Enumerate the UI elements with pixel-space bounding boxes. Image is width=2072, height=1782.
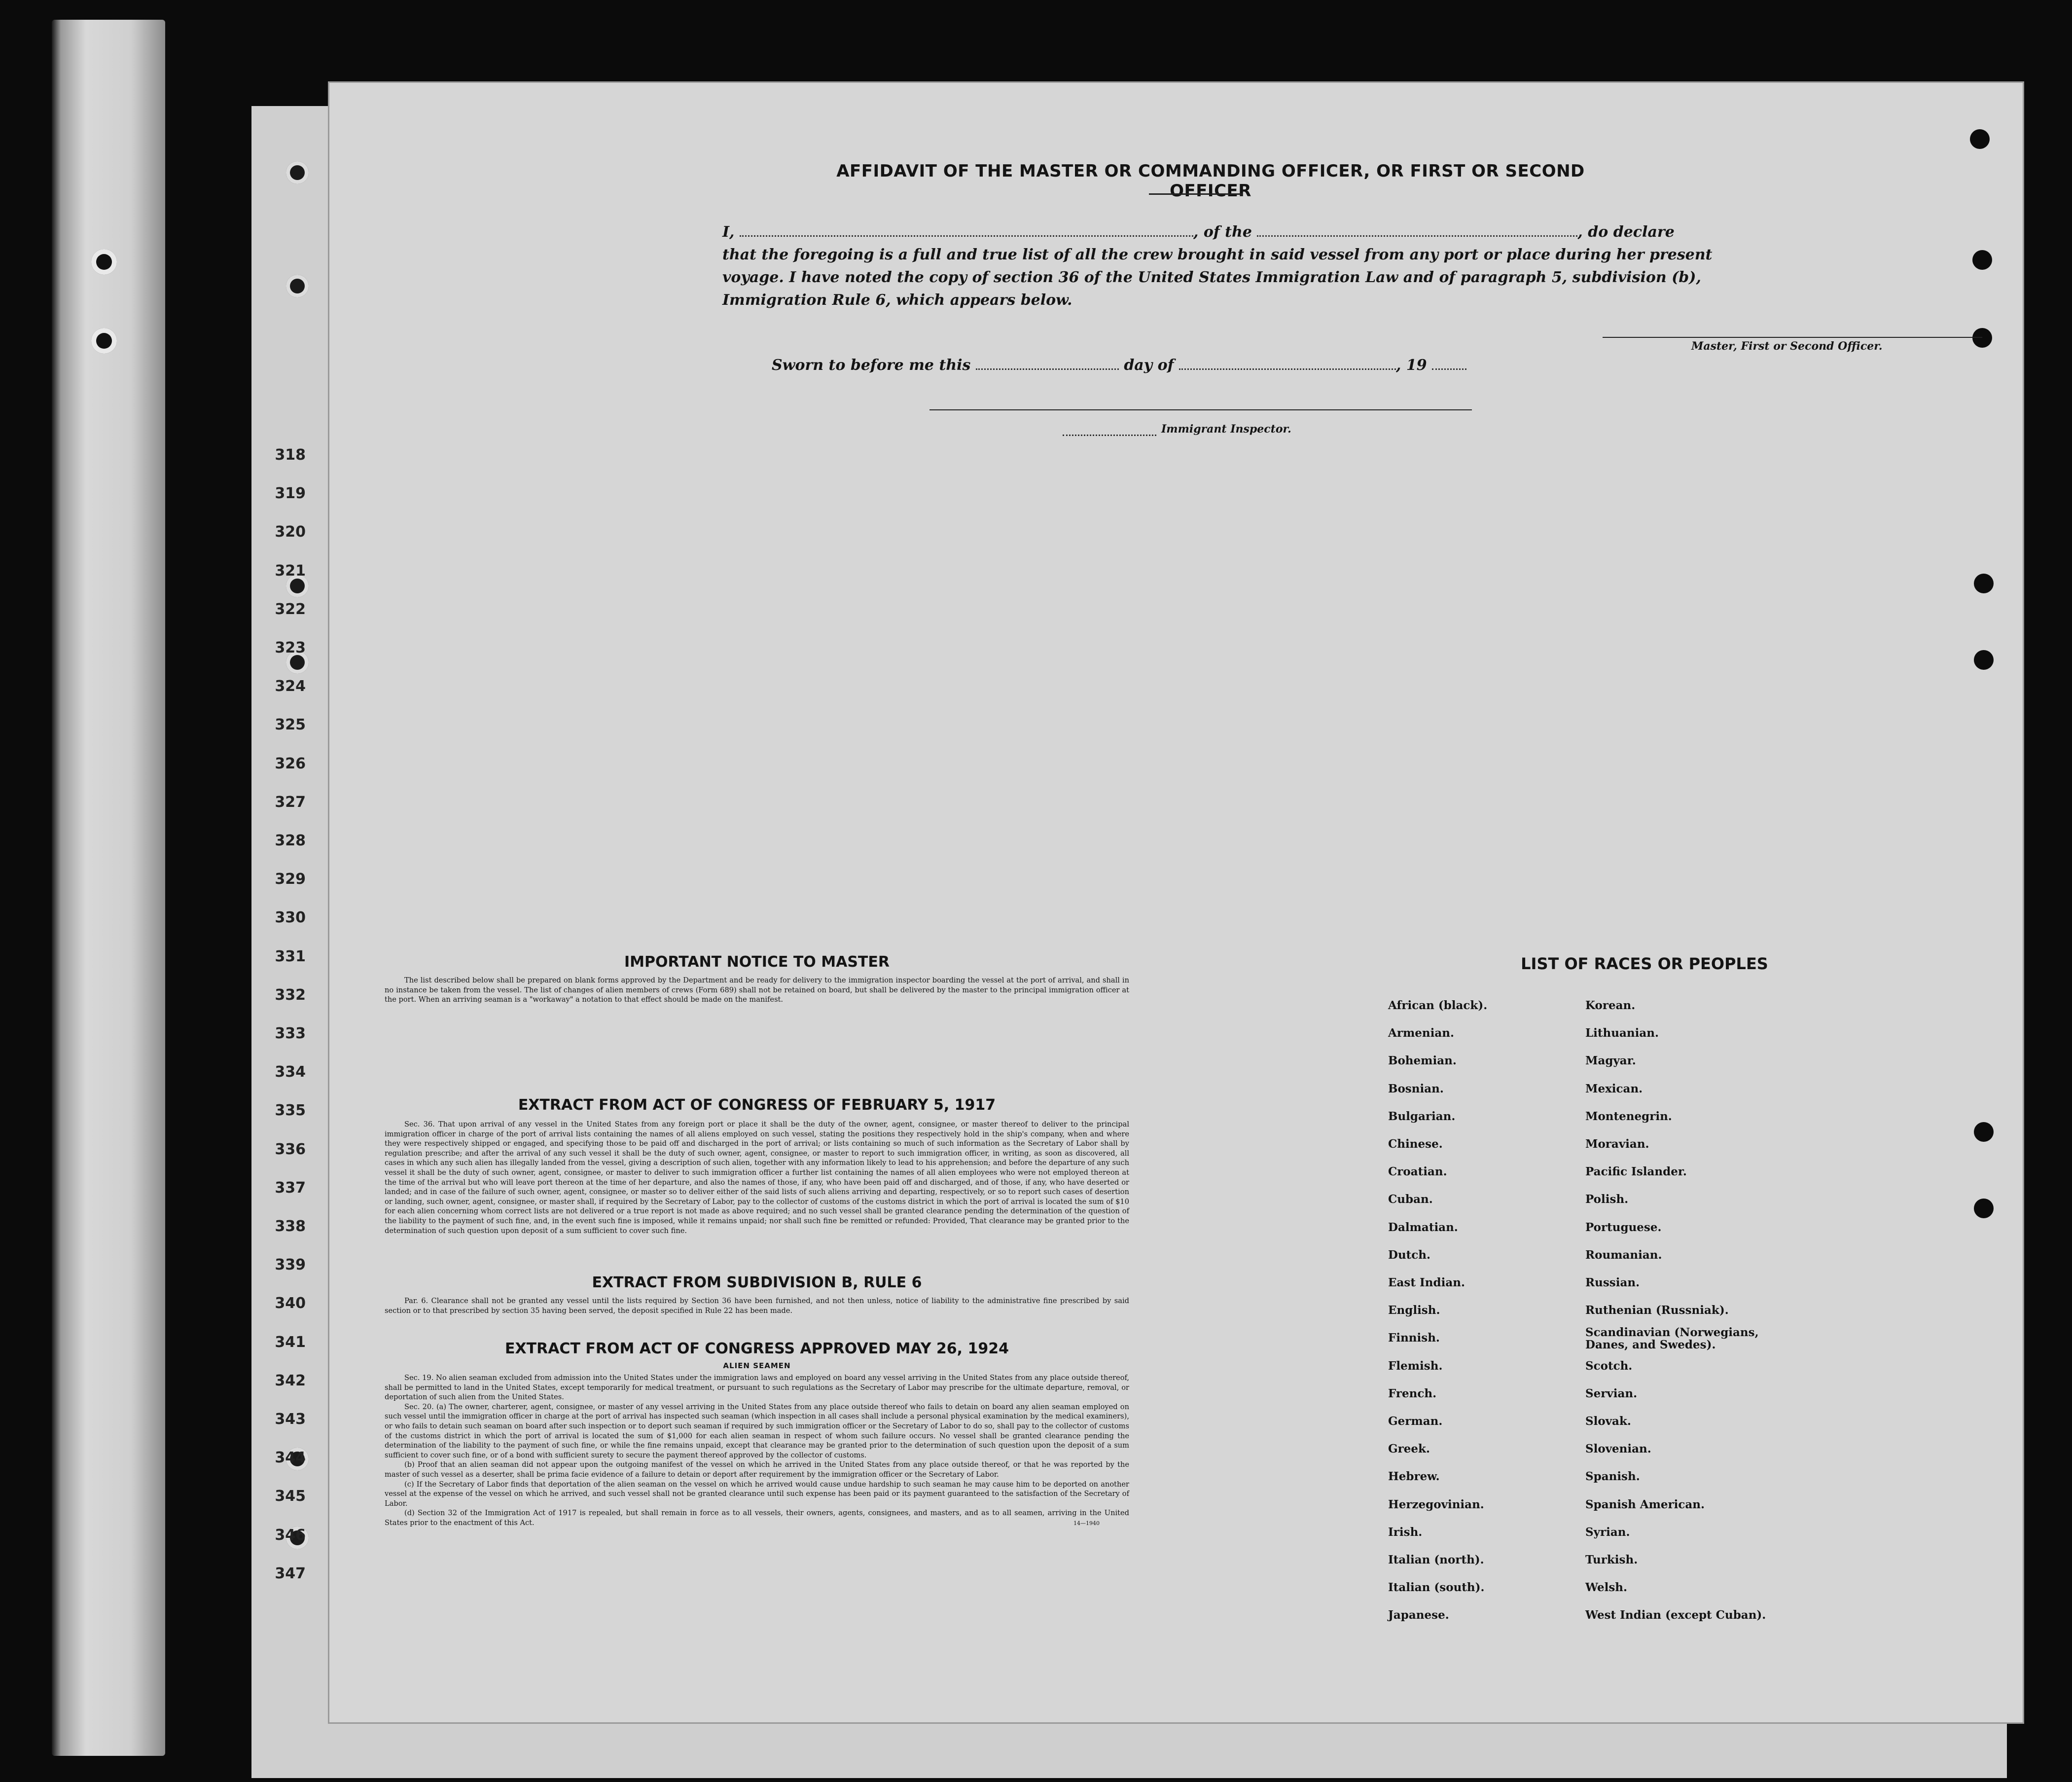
punch-hole (1972, 328, 1992, 348)
row-number: 322 (275, 600, 306, 618)
extract-1924-para: Sec. 20. (a) The owner, charterer, agent, consignee, or master of any vessel arriving in the United States from any place outside thereof who fails to detain on board any alien seaman employed on such vessel until the immigration officer in charge at the port of arrival has inspected such seaman (which inspection in all cases shall include a personal physical examination by the medical examiners), or who fails to detain such seaman on board after such inspection or to deport such seaman if required by such immigration officer or the Secretary of Labor to do so, shall pay to the collector of customs of the customs district in which the port of arrival is located the sum of $1,000 for each alien seaman in respect of whom such failure occurs. No vessel shall be granted clearance pending the determination of the liability to the payment of such fine, or while the fine remains unpaid, except that clearance may be granted prior to the determination of such question upon the deposit of a sum sufficient to cover such fine, or of a bond with sufficient surety to secure the payment thereof approved by the collector of customs. (385, 1402, 1129, 1459)
race-entry: Dalmatian. (1388, 1220, 1458, 1234)
row-number: 340 (275, 1295, 306, 1312)
race-entry: Finnish. (1388, 1331, 1440, 1345)
race-entry: Pacific Islander. (1585, 1165, 1687, 1179)
extract-rule6-body: Par. 6. Clearance shall not be granted any vessel until the lists required by Section 36 have been furnished, and not then unless, notice of liability to the administrative fine prescribed by said section or to that prescribed by section 35 having been served, the deposit specified in Rule 22 has been made. (385, 1297, 1129, 1315)
race-entry: Slovenian. (1585, 1442, 1651, 1456)
row-number: 339 (275, 1256, 306, 1274)
race-entry: Servian. (1585, 1386, 1638, 1400)
race-entry: Magyar. (1585, 1054, 1636, 1068)
affidavit-page (328, 81, 2024, 1724)
race-entry: Montenegrin. (1585, 1109, 1672, 1123)
notice-section (385, 953, 1129, 1005)
race-entry: Hebrew. (1388, 1470, 1440, 1484)
race-entry: Ruthenian (Russniak). (1585, 1304, 1729, 1317)
row-number: 345 (275, 1488, 306, 1505)
extract-1924-para: Sec. 19. No alien seaman excluded from admission into the United States under the immigration laws and employed on board any vessel arriving in the United States from any place outside thereof, shall be permitted to land in the United States, except temporarily for medical treatment, or pursuant to such regulations as the Secretary of Labor may prescribe for the ultimate departure, removal, or deportation of such alien from the United States. (385, 1374, 1129, 1402)
row-number: 321 (275, 562, 306, 580)
punch-hole (1974, 574, 1994, 593)
row-number: 325 (275, 716, 306, 734)
declaration-line-4: Immigration Rule 6, which appears below. (722, 291, 1072, 309)
race-entry: Scandinavian (Norwegians, Danes, and Swedes). (1585, 1326, 1759, 1352)
punch-hole (1974, 1122, 1994, 1142)
declaration-line-2: that the foregoing is a full and true list of all the crew brought in said vessel from any port or place during her present (722, 246, 1713, 263)
row-number: 344 (275, 1449, 306, 1467)
punch-hole (1974, 650, 1994, 670)
master-signature-line (1603, 337, 1982, 338)
title-rule (1149, 193, 1243, 195)
race-entry: English. (1388, 1304, 1440, 1317)
row-number: 331 (275, 947, 306, 965)
extract-1917-title: EXTRACT FROM ACT OF CONGRESS OF FEBRUARY 5, 1917 (518, 1096, 996, 1114)
race-entry: African (black). (1388, 999, 1488, 1012)
row-number: 341 (275, 1333, 306, 1351)
inspector-leader (1063, 435, 1156, 436)
sheet-hole (286, 275, 309, 297)
notice-title: IMPORTANT NOTICE TO MASTER (624, 953, 890, 971)
race-entry: Roumanian. (1585, 1248, 1662, 1262)
race-entry: Herzegovinian. (1388, 1497, 1484, 1511)
race-entry: Japanese. (1388, 1608, 1449, 1622)
race-entry: Croatian. (1388, 1165, 1447, 1179)
punch-hole (1974, 1199, 1994, 1218)
race-entry: Turkish. (1585, 1553, 1638, 1566)
row-number: 332 (275, 986, 306, 1004)
race-entry: Russian. (1585, 1276, 1640, 1289)
extract-rule6-section (385, 1274, 1129, 1315)
row-number: 319 (275, 485, 306, 503)
sheet-hole (286, 161, 309, 184)
race-entry: Flemish. (1388, 1359, 1443, 1373)
row-number: 323 (275, 639, 306, 656)
row-number: 335 (275, 1102, 306, 1120)
row-number: 342 (275, 1372, 306, 1389)
inspector-signature-label: Immigrant Inspector. (1161, 423, 1291, 436)
race-entry: Bulgarian. (1388, 1109, 1456, 1123)
row-number: 326 (275, 755, 306, 772)
race-entry: Welsh. (1585, 1581, 1628, 1595)
extract-1924-para: (d) Section 32 of the Immigration Act of 1917 is repealed, but shall remain in force as to all vessels, their owners, agents, consignees, and masters, and as to all seamen, arriving in the United States prior to the enactment of this Act. (385, 1509, 1129, 1527)
race-entry: West Indian (except Cuban). (1585, 1608, 1766, 1622)
extract-1924-para: (b) Proof that an alien seaman did not appear upon the outgoing manifest of the vessel on which he arrived in the United States from any place outside thereof, or that he was reported by the master of such vessel as a deserter, shall be prima facie evidence of a failure to detain or deport after requirement by the immigration officer or the Secretary of Labor. (385, 1460, 1129, 1479)
sworn-line: Sworn to before me this day of , 19 (772, 357, 1466, 374)
row-number: 329 (275, 871, 306, 888)
master-signature-label: Master, First or Second Officer. (1691, 340, 1883, 353)
punch-hole (1972, 250, 1992, 270)
declaration-line-1: I, , of the , do declare (722, 223, 1675, 241)
race-entry: Italian (south). (1388, 1581, 1485, 1595)
declaration-line-3: voyage. I have noted the copy of section 36 of the United States Immigration Law and of paragraph 5, subdivision (b), (722, 269, 1701, 286)
row-number: 328 (275, 832, 306, 849)
row-number: 320 (275, 523, 306, 541)
row-number: 347 (275, 1564, 306, 1582)
punch-hole (1970, 129, 1990, 149)
race-entry: Portuguese. (1585, 1220, 1662, 1234)
inspector-signature-line (929, 409, 1472, 410)
race-entry: Italian (north). (1388, 1553, 1484, 1566)
race-entry: Chinese. (1388, 1137, 1443, 1151)
sworn-day-blank (976, 368, 1119, 370)
race-entry: Lithuanian. (1585, 1026, 1659, 1040)
race-entry: Bohemian. (1388, 1054, 1457, 1068)
race-entry: Armenian. (1388, 1026, 1455, 1040)
binder-edge (52, 20, 165, 1756)
race-entry: Korean. (1585, 999, 1636, 1012)
row-number: 346 (275, 1526, 306, 1544)
row-number: 336 (275, 1140, 306, 1158)
row-number: 334 (275, 1063, 306, 1081)
race-entry: Scotch. (1585, 1359, 1633, 1373)
race-entry: Moravian. (1585, 1137, 1649, 1151)
row-number: 343 (275, 1411, 306, 1428)
affidavit-title: AFFIDAVIT OF THE MASTER OR COMMANDING OFFICER, OR FIRST OR SECOND OFFICER (836, 161, 1585, 201)
race-entry: Irish. (1388, 1525, 1423, 1539)
row-number: 338 (275, 1218, 306, 1235)
name-blank (740, 235, 1193, 237)
extract-1917-section (385, 1096, 1129, 1236)
extract-rule6-title: EXTRACT FROM SUBDIVISION B, RULE 6 (592, 1274, 922, 1291)
race-entry: Slovak. (1585, 1415, 1631, 1428)
binder-hole (91, 249, 117, 275)
row-number: 324 (275, 678, 306, 695)
sworn-month-blank (1179, 368, 1396, 370)
row-number: 327 (275, 793, 306, 811)
extract-1924-subtitle: ALIEN SEAMEN (723, 1361, 791, 1370)
race-entry: Cuban. (1388, 1193, 1433, 1206)
form-code: 14—1940 (1073, 1520, 1100, 1527)
race-entry: German. (1388, 1415, 1443, 1428)
extract-1924-section (385, 1340, 1129, 1527)
races-title: LIST OF RACES OR PEOPLES (1521, 954, 1768, 973)
race-entry: Spanish. (1585, 1470, 1640, 1484)
sworn-year-blank (1432, 368, 1466, 370)
race-entry: Polish. (1585, 1193, 1629, 1206)
race-entry: French. (1388, 1386, 1437, 1400)
extract-1917-body: Sec. 36. That upon arrival of any vessel in the United States from any foreign port or place it shall be the duty of the owner, agent, consignee, or master thereof to deliver to the principal immigration officer in charge of the port of arrival lists containing the names of all aliens employed on such vessel, stating the positions they respectively hold in the ship's company, when and where they were respectively shipped or engaged, and specifying those to be paid off and discharged in the port of arrival; or lists containing so much of such information as the Secretary of Labor shall by regulation prescribe; and after the arrival of any such vessel it shall be the duty of such owner, agent, consignee, or master to report to such immigration officer, in writing, as soon as discovered, all cases in which any such alien has illegally landed from the vessel, giving a description of such alien, together with any information likely to lead to his apprehension; and before the departure of any such vessel it shall be the duty of such owner, agent, consignee, or master to deliver to such immigration officer a further list containing the names of all alien employees who were not employed thereon at the time of the arrival but who will leave port thereon at the time of her departure, and also the names of those, if any, who have been paid off and discharged, and of those, if any, who have deserted or landed; and in case of the failure of such owner, agent, consignee, or master so to deliver either of the said lists of such aliens arriving and departing, respectively, or so to report such cases of desertion or landing, such owner, agent, consignee, or master shall, if required by the Secretary of Labor, pay to the collector of customs of the customs district in which the port of arrival is located the sum of $10 for each alien concerning whom correct lists are not delivered or a true report is not made as above required; and no such vessel shall be granted clearance pending the determination of the question of the liability to the payment of such fine, and, in the event such fine is imposed, while it remains unpaid; nor shall such fine be remitted or refunded: Provided, That clearance may be granted prior to the determination of such question upon deposit of a sum sufficient to cover such fine. (385, 1120, 1129, 1235)
race-entry: East Indian. (1388, 1276, 1465, 1289)
race-entry: Syrian. (1585, 1525, 1630, 1539)
row-number: 318 (275, 446, 306, 464)
race-entry: Spanish American. (1585, 1497, 1705, 1511)
row-number: 330 (275, 909, 306, 927)
extract-1924-para: (c) If the Secretary of Labor finds that deportation of the alien seaman on the vessel on which he arrived would cause undue hardship to such seaman he may cause him to be deported on another vessel at the expense of the vessel on which he arrived, and such vessel shall not be granted clearance until such expense has been paid or its payment guaranteed to the satisfaction of the Secretary of Labor. (385, 1480, 1129, 1508)
race-entry: Bosnian. (1388, 1082, 1444, 1095)
race-entry: Mexican. (1585, 1082, 1643, 1095)
race-entry: Dutch. (1388, 1248, 1431, 1262)
vessel-blank (1257, 235, 1577, 237)
extract-1924-title: EXTRACT FROM ACT OF CONGRESS APPROVED MAY 26, 1924 (505, 1340, 1009, 1357)
race-entry: Greek. (1388, 1442, 1430, 1456)
notice-body: The list described below shall be prepared on blank forms approved by the Department and be ready for delivery to the immigration inspector boarding the vessel at the port of arrival, and shall in no instance be taken from the vessel. The list of changes of alien members of crews (Form 689) shall not be retained on board, but shall be delivered by the master to the principal immigration officer at the port. When an arriving seaman is a "workaway" a notation to that effect should be made on the manifest. (385, 976, 1129, 1004)
binder-hole (91, 328, 117, 354)
row-number: 337 (275, 1179, 306, 1197)
row-number: 333 (275, 1025, 306, 1042)
